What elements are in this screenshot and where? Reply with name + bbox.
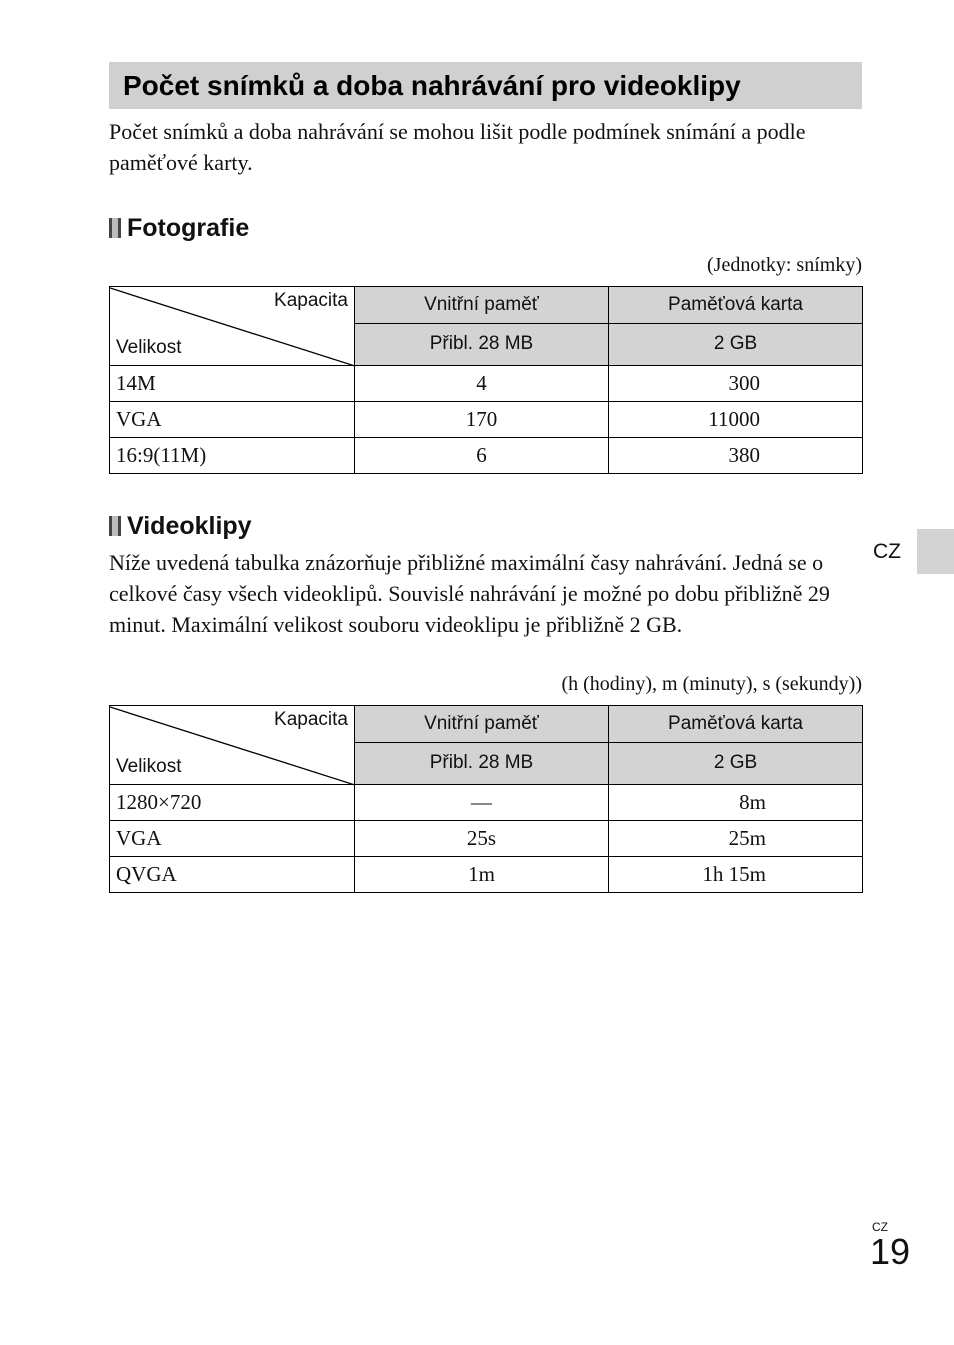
section-heading-photos-label: Fotografie xyxy=(127,214,250,242)
col-memory-card: Paměťová karta xyxy=(609,706,863,743)
row-label: 1280×720 xyxy=(110,785,355,821)
row-label: QVGA xyxy=(110,857,355,893)
col-internal-memory-capacity: Přibl. 28 MB xyxy=(355,742,609,784)
internal-value: 170 xyxy=(355,402,609,438)
card-value: 25m xyxy=(609,821,863,857)
table-row xyxy=(110,785,863,821)
card-value: 380 xyxy=(609,438,863,474)
internal-value: 25s xyxy=(355,821,609,857)
card-value: 8m xyxy=(609,785,863,821)
col-internal-memory: Vnitřní paměť xyxy=(355,706,609,743)
table-row xyxy=(110,821,863,857)
photos-table xyxy=(109,286,863,474)
section-marker-icon xyxy=(109,516,121,536)
col-memory-card-capacity: 2 GB xyxy=(609,742,863,784)
section-heading-videos-label: Videoklipy xyxy=(127,512,252,540)
videos-table xyxy=(109,705,863,893)
capacity-label: Kapacita xyxy=(274,290,348,311)
videos-text: Níže uvedená tabulka znázorňuje přibližné maximální časy nahrávání. Jedná se o celkové časy všech videoklipů. Souvislé nahrávání je možné po dobu přibližně 29 minut. Maximální velikost souboru videoklipu je přibližně 2 GB. xyxy=(109,550,830,637)
table-row xyxy=(110,438,863,474)
side-language-label: CZ xyxy=(873,540,901,563)
col-memory-card: Paměťová karta xyxy=(609,287,863,324)
internal-value: 6 xyxy=(355,438,609,474)
row-label: 14M xyxy=(110,366,355,402)
intro-text: Počet snímků a doba nahrávání se mohou lišit podle podmínek snímání a podle paměťové karty. xyxy=(109,119,806,175)
row-label: VGA xyxy=(110,402,355,438)
section-heading-videos xyxy=(109,511,252,541)
size-label: Velikost xyxy=(116,756,182,777)
row-label: VGA xyxy=(110,821,355,857)
internal-value: 1m xyxy=(355,857,609,893)
col-memory-card-capacity: 2 GB xyxy=(609,323,863,365)
col-internal-memory: Vnitřní paměť xyxy=(355,287,609,324)
diagonal-header-cell xyxy=(110,706,355,785)
size-label: Velikost xyxy=(116,337,182,358)
table-row xyxy=(110,366,863,402)
page-number: 19 xyxy=(870,1231,911,1272)
photos-units: (Jednotky: snímky) xyxy=(707,254,862,276)
card-value: 300 xyxy=(609,366,863,402)
page-title: Počet snímků a doba nahrávání pro videoklipy xyxy=(109,62,862,109)
internal-value: 4 xyxy=(355,366,609,402)
table-row xyxy=(110,402,863,438)
section-heading-photos xyxy=(109,213,249,243)
videos-units: (h (hodiny), m (minuty), s (sekundy)) xyxy=(561,673,862,695)
internal-value: — xyxy=(355,785,609,821)
capacity-label: Kapacita xyxy=(274,709,348,730)
row-label: 16:9(11M) xyxy=(110,438,355,474)
section-marker-icon xyxy=(109,218,121,238)
col-internal-memory-capacity: Přibl. 28 MB xyxy=(355,323,609,365)
side-tab xyxy=(917,529,954,574)
footer-language-label: CZ xyxy=(872,1220,888,1234)
diagonal-header-cell xyxy=(110,287,355,366)
card-value: 11000 xyxy=(609,402,863,438)
table-row xyxy=(110,857,863,893)
card-value: 1h 15m xyxy=(609,857,863,893)
